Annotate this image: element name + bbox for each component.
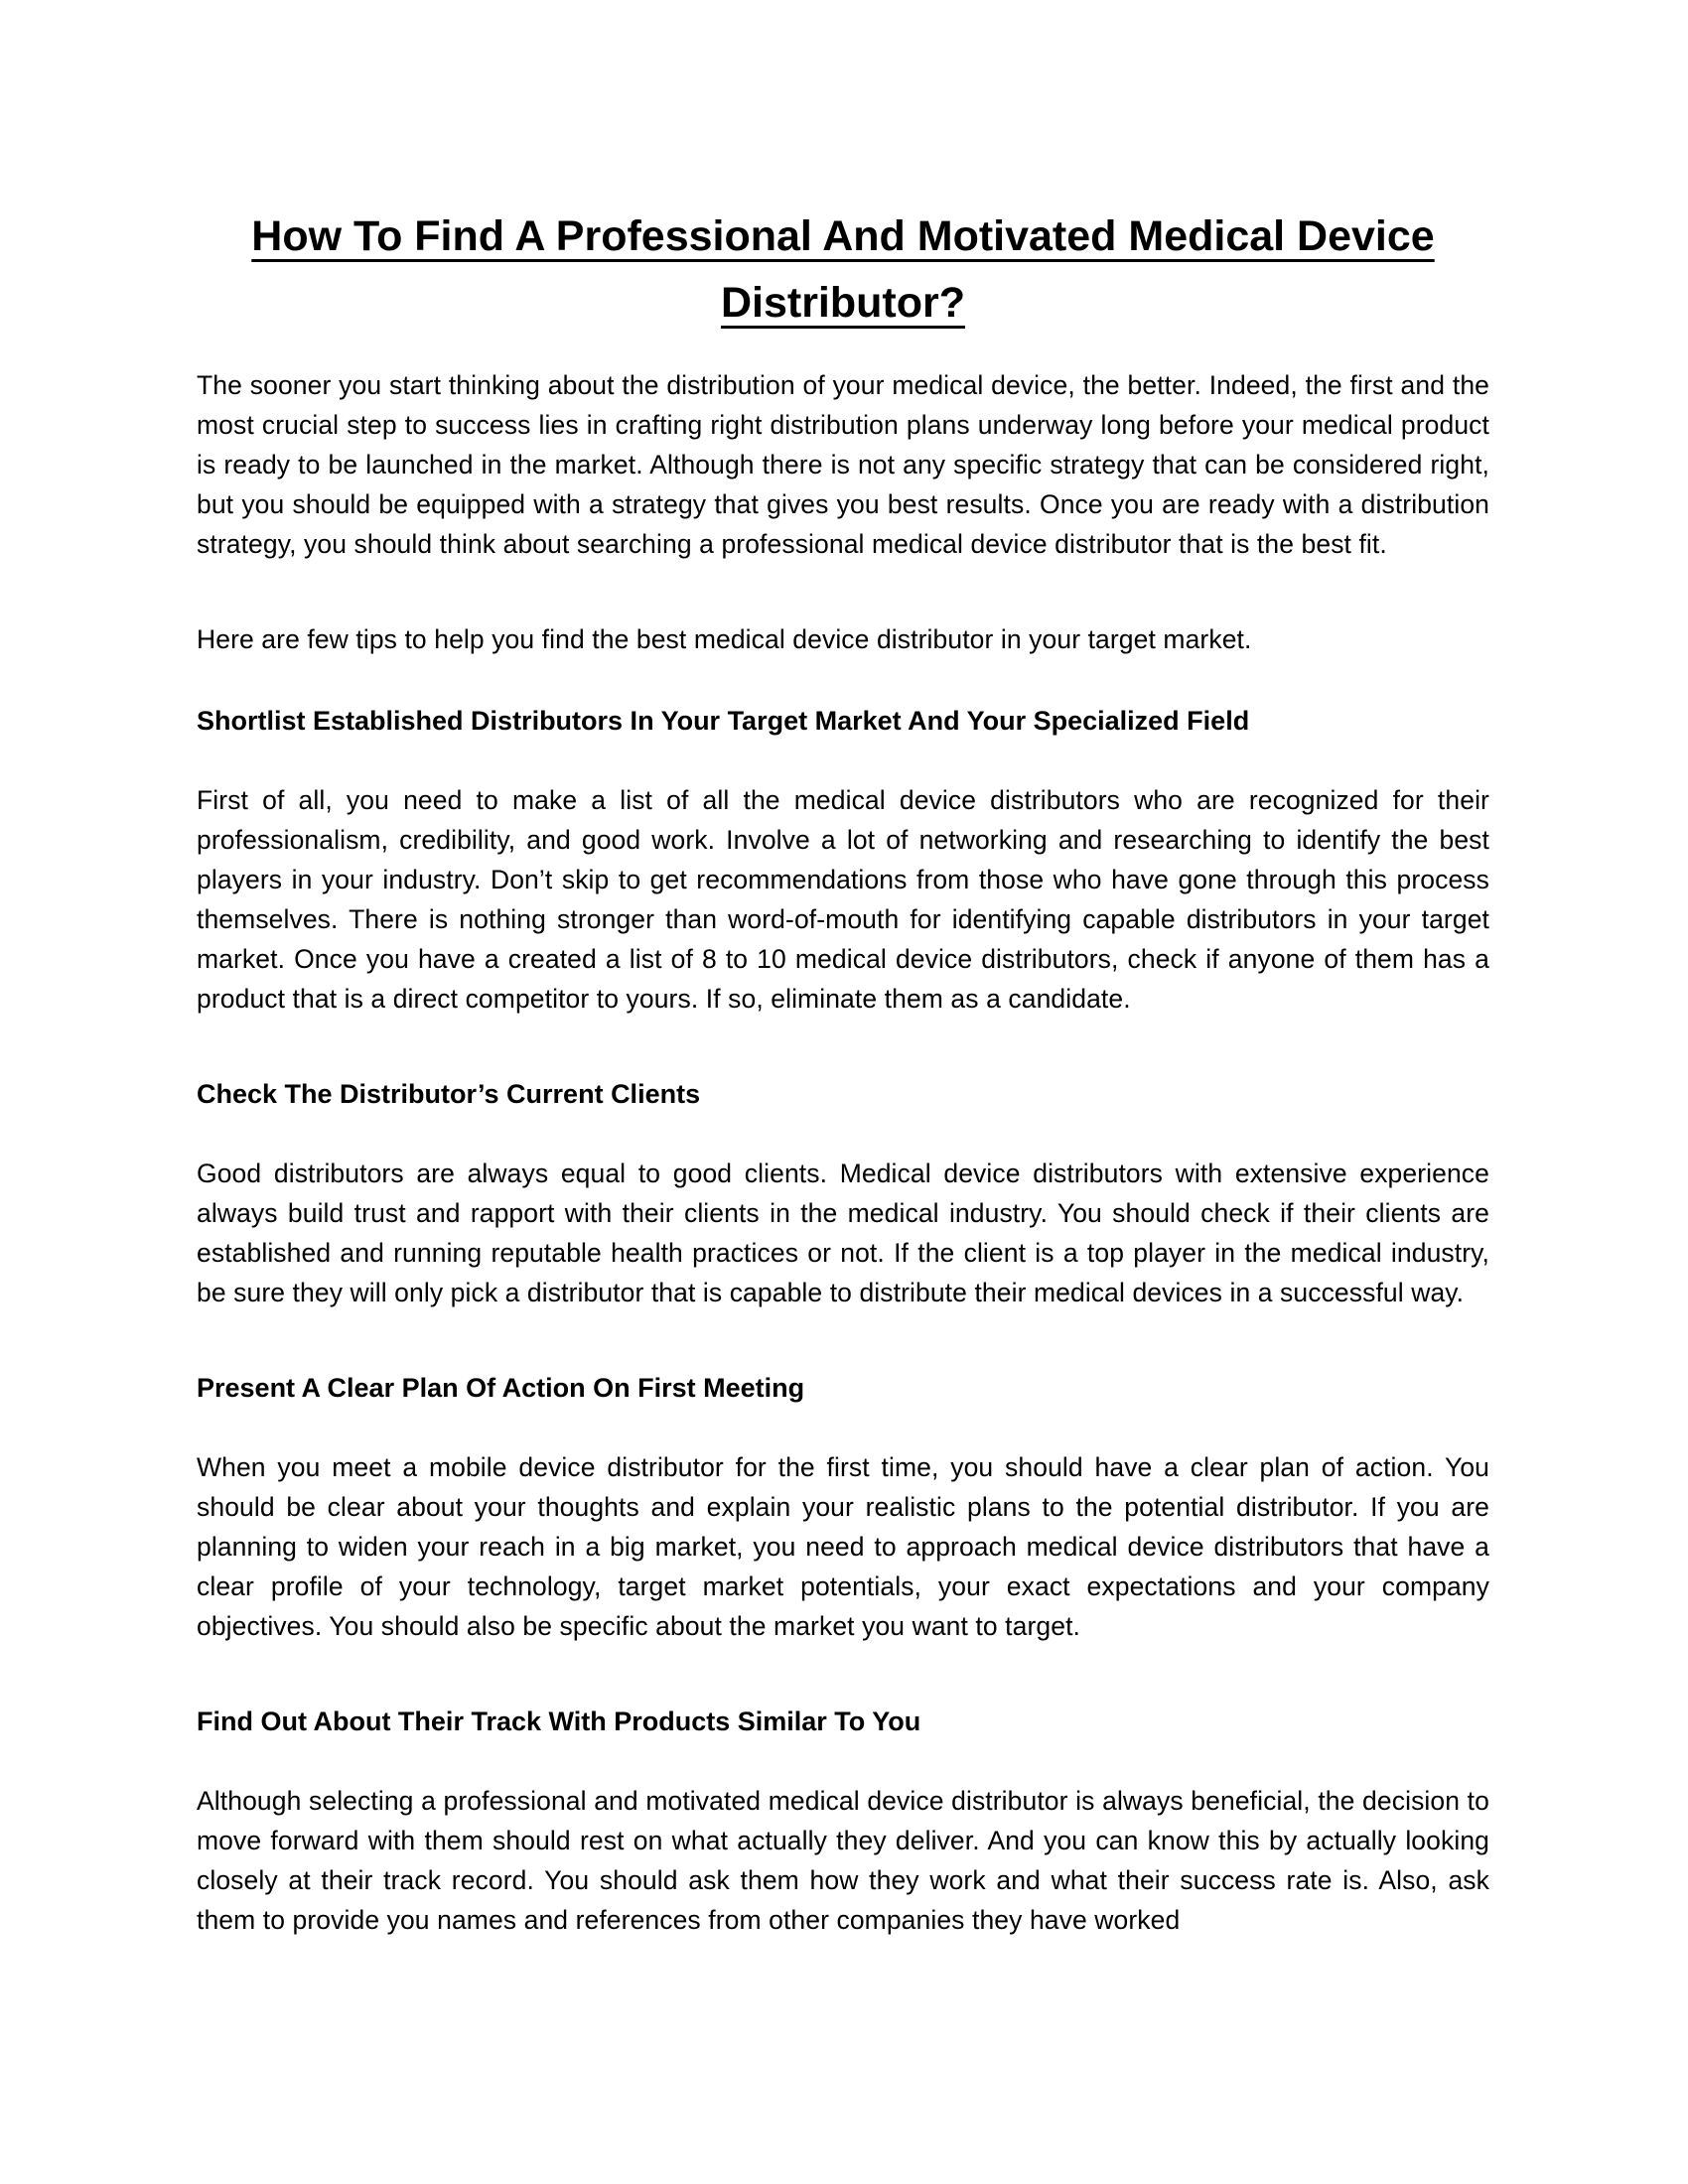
section-body-track-record: Although selecting a professional and motivated medical device distributor is always beneficial, the decision to move forward with them should rest on what actually they deliver. And you can know this by actually looking closely at their track record. You should ask them how they work and what their success rate is. Also, ask them to provide you names and references from other companies they have worked: [197, 1786, 1489, 1936]
section-current-clients: [197, 1074, 1489, 1312]
section-heading-shortlist: Shortlist Established Distributors In Your Target Market And Your Specialized Field: [197, 706, 1250, 737]
section-track-record: [197, 1702, 1489, 1940]
document-title-text: How To Find A Professional And Motivated Medical Device Distributor?: [251, 212, 1435, 327]
section-body-clear-plan: When you meet a mobile device distributor for the first time, you should have a clear plan of action. You should be clear about your thoughts and explain your realistic plans to the potential distributor. If you are planning to widen your reach in a big market, you need to approach medical device distributors that have a clear profile of your technology, target market potentials, your exact expectations and your company objectives. You should also be specific about the market you want to target.: [197, 1452, 1489, 1642]
section-body-shortlist: First of all, you need to make a list of all the medical device distributors who are recognized for their professionalism, credibility, and good work. Involve a lot of networking and researching to identify the best players in your industry. Don’t skip to get recommendations from those who have gone through this process themselves. There is nothing stronger than word-of-mouth for identifying capable distributors in your target market. Once you have a created a list of 8 to 10 medical device distributors, check if anyone of them has a product that is a direct competitor to yours. If so, eliminate them as a candidate.: [197, 785, 1489, 1015]
section-shortlist-distributors: [197, 701, 1489, 1019]
section-body-current-clients: Good distributors are always equal to good clients. Medical device distributors with extensive experience always build trust and rapport with their clients in the medical industry. You should check if their clients are established and running reputable health practices or not. If the client is a top player in the medical industry, be sure they will only pick a distributor that is capable to distribute their medical devices in a successful way.: [197, 1159, 1489, 1308]
document-title: [197, 204, 1489, 336]
section-clear-plan: [197, 1368, 1489, 1646]
intro-paragraph: The sooner you start thinking about the distribution of your medical device, the better. Indeed, the first and the most crucial step to success lies in crafting right distribution plans underway long before your medical product is ready to be launched in the market. Although there is not any specific strategy that can be considered right, but you should be equipped with a strategy that gives you best results. Once you are ready with a distribution strategy, you should think about searching a professional medical device distributor that is the best fit.: [197, 370, 1489, 560]
section-heading-current-clients: Check The Distributor’s Current Clients: [197, 1079, 701, 1110]
section-heading-track-record: Find Out About Their Track With Products Similar To You: [197, 1706, 921, 1737]
section-heading-clear-plan: Present A Clear Plan Of Action On First Meeting: [197, 1373, 805, 1404]
tips-intro-line: Here are few tips to help you find the best medical device distributor in your target market.: [197, 624, 1252, 655]
